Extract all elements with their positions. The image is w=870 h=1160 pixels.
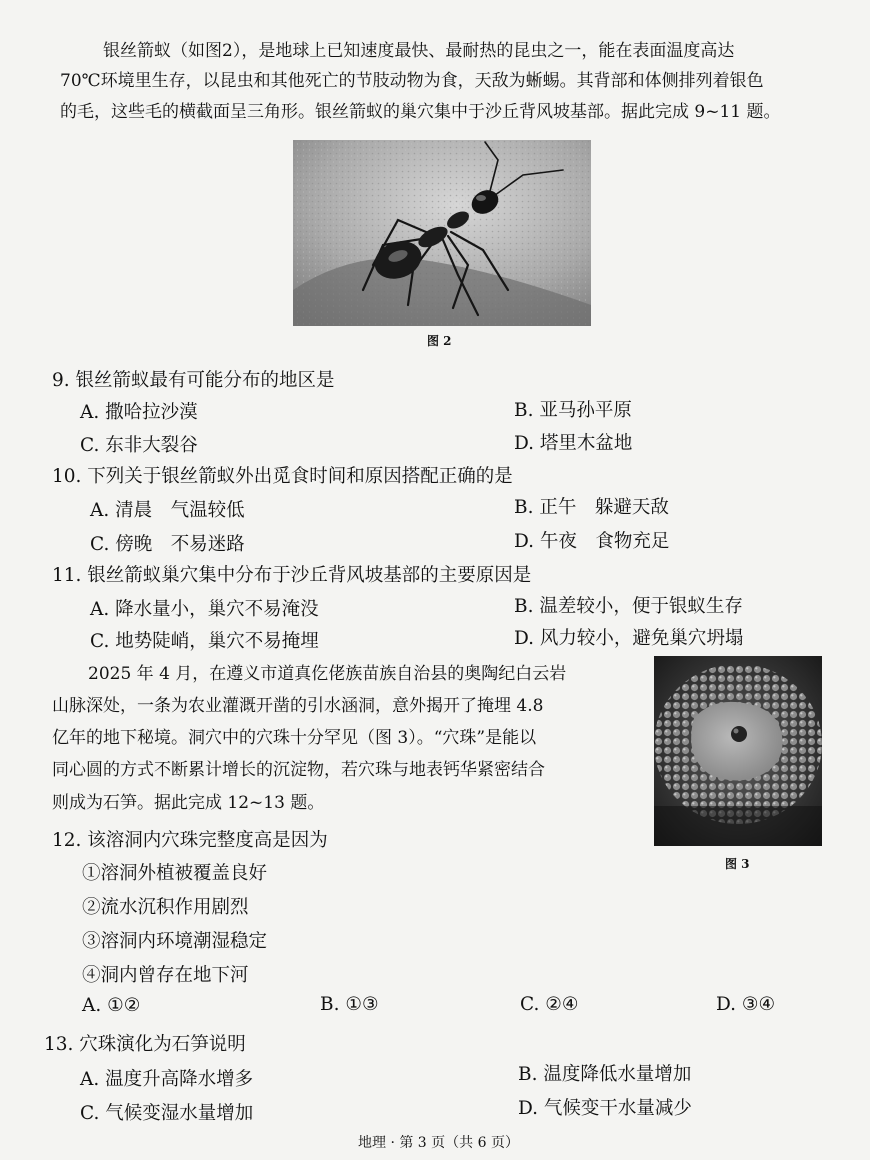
q10-option-d[interactable]: D. 午夜 食物充足 [514, 531, 670, 552]
q10-option-b[interactable]: B. 正午 躲避天敌 [514, 497, 669, 518]
q12-item-3: ③溶洞内环境潮湿稳定 [82, 931, 268, 952]
q11-option-a[interactable]: A. 降水量小，巢穴不易淹没 [90, 599, 319, 620]
intro2-line-2: 山脉深处，一条为农业灌溉开凿的引水涵洞，意外揭开了掩埋 4.8 [52, 696, 544, 716]
intro2-line-5: 则成为石笋。据此完成 12~13 题。 [52, 793, 325, 813]
q9-stem: 9. 银丝箭蚁最有可能分布的地区是 [52, 370, 335, 391]
q12-item-1: ①溶洞外植被覆盖良好 [82, 863, 268, 884]
figure-2-ant-photo [293, 140, 591, 326]
q11-option-d[interactable]: D. 风力较小，避免巢穴坍塌 [514, 628, 744, 649]
q11-option-c[interactable]: C. 地势陡峭，巢穴不易掩埋 [90, 631, 319, 652]
q10-stem: 10. 下列关于银丝箭蚁外出觅食时间和原因搭配正确的是 [52, 466, 513, 487]
q12-item-2: ②流水沉积作用剧烈 [82, 897, 249, 918]
q9-option-d[interactable]: D. 塔里木盆地 [514, 433, 633, 454]
q12-option-a[interactable]: A. ①② [82, 995, 141, 1016]
q12-item-4: ④洞内曾存在地下河 [82, 965, 249, 986]
ant-photo-image [293, 140, 591, 326]
q13-option-b[interactable]: B. 温度降低水量增加 [518, 1064, 692, 1085]
q13-option-c[interactable]: C. 气候变湿水量增加 [80, 1103, 254, 1124]
intro1-line-1: 银丝箭蚁（如图2），是地球上已知速度最快、最耐热的昆虫之一，能在表面温度高达 [103, 41, 735, 61]
q13-stem: 13. 穴珠演化为石笋说明 [44, 1034, 246, 1055]
figure-3-cave-pearls-photo [654, 656, 822, 846]
q13-option-d[interactable]: D. 气候变干水量减少 [518, 1098, 692, 1119]
intro1-line-2: 70℃环境里生存，以昆虫和其他死亡的节肢动物为食，天敌为蜥蜴。其背部和体侧排列着银色 [60, 71, 764, 91]
q12-option-b[interactable]: B. ①③ [320, 994, 379, 1015]
intro2-line-4: 同心圆的方式不断累计增长的沉淀物，若穴珠与地表钙华紧密结合 [52, 760, 545, 780]
cave-pearls-image [654, 656, 822, 846]
q9-option-a[interactable]: A. 撒哈拉沙漠 [80, 402, 198, 423]
q9-option-c[interactable]: C. 东非大裂谷 [80, 435, 198, 456]
figure-2-caption: 图 2 [427, 334, 452, 348]
q12-option-c[interactable]: C. ②④ [520, 994, 579, 1015]
q10-option-c[interactable]: C. 傍晚 不易迷路 [90, 534, 245, 555]
q10-option-a[interactable]: A. 清晨 气温较低 [90, 500, 245, 521]
page-footer: 地理 · 第 3 页（共 6 页） [358, 1135, 519, 1151]
q11-option-b[interactable]: B. 温差较小，便于银蚁生存 [514, 596, 743, 617]
q12-stem: 12. 该溶洞内穴珠完整度高是因为 [52, 830, 328, 851]
q13-option-a[interactable]: A. 温度升高降水增多 [80, 1069, 254, 1090]
q11-stem: 11. 银丝箭蚁巢穴集中分布于沙丘背风坡基部的主要原因是 [52, 565, 532, 586]
q12-option-d[interactable]: D. ③④ [716, 994, 776, 1015]
intro1-line-3: 的毛，这些毛的横截面呈三角形。银丝箭蚁的巢穴集中于沙丘背风坡基部。据此完成 9~11 题。 [60, 102, 781, 122]
q9-option-b[interactable]: B. 亚马孙平原 [514, 400, 632, 421]
intro2-line-3: 亿年的地下秘境。洞穴中的穴珠十分罕见（图 3）。“穴珠”是能以 [52, 728, 537, 748]
intro2-line-1: 2025 年 4 月，在遵义市道真仡佬族苗族自治县的奥陶纪白云岩 [88, 664, 567, 684]
figure-3-caption: 图 3 [725, 857, 750, 871]
